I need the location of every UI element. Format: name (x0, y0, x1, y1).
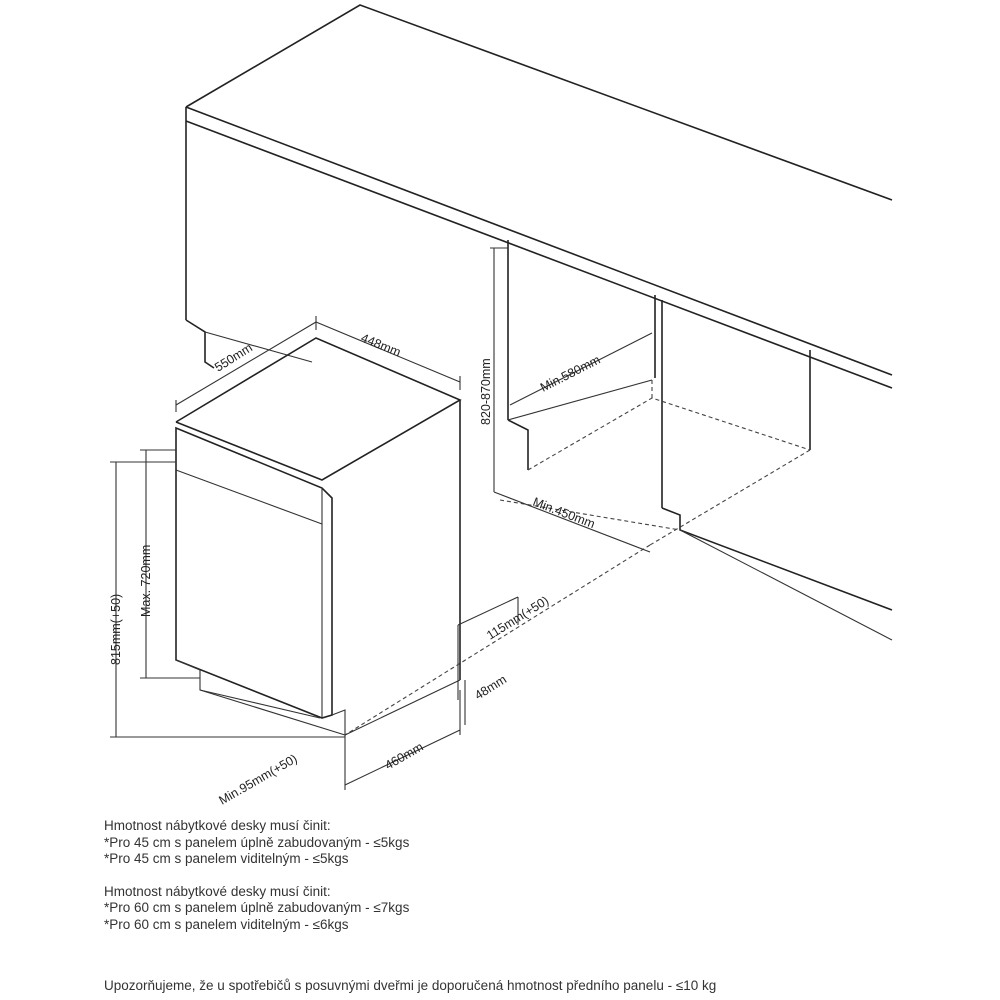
dim-460mm: 460mm (382, 739, 426, 773)
dim-550mm: 550mm (212, 340, 255, 375)
dim-820-870mm: 820-870mm (479, 358, 493, 425)
notes-45cm (104, 818, 409, 868)
dim-115mm: 115mm(+50) (484, 593, 552, 643)
note-title: Hmotnost nábytkové desky musí činit: (104, 818, 331, 833)
dim-min-580mm: Min.580mm (538, 352, 603, 395)
dim-max-720mm: Max. 720mm (139, 544, 153, 617)
note-line: *Pro 45 cm s panelem viditelným - ≤5kgs (104, 851, 349, 866)
note-title: Hmotnost nábytkové desky musí činit: (104, 883, 331, 899)
dim-48mm: 48mm (472, 672, 510, 703)
note-line: *Pro 60 cm s panelem viditelným - ≤6kgs (104, 916, 349, 932)
dimension-labels (109, 331, 603, 808)
note-line: *Pro 60 cm s panelem úplně zabudovaným - ≤7kgs (104, 900, 410, 915)
dim-min-95mm: Min.95mm(+50) (216, 751, 300, 808)
dim-815mm: 815mm(+50) (109, 593, 123, 665)
note-line: *Pro 45 cm s panelem úplně zabudovaným - ≤5kgs (104, 834, 410, 850)
sliding-door-note: Upozorňujeme, že u spotřebičů s posuvnými dveřmi je doporučená hmotnost předního panelu - ≤10 kg (104, 978, 717, 993)
dim-min-450mm: Min.450mm (530, 494, 597, 532)
notes-60cm (104, 884, 409, 934)
right-cabinet (508, 240, 892, 640)
niche-outline (345, 380, 810, 735)
dishwasher (176, 338, 460, 735)
countertop (186, 5, 892, 388)
dim-448mm: 448mm (358, 330, 403, 360)
weight-notes (104, 818, 409, 949)
